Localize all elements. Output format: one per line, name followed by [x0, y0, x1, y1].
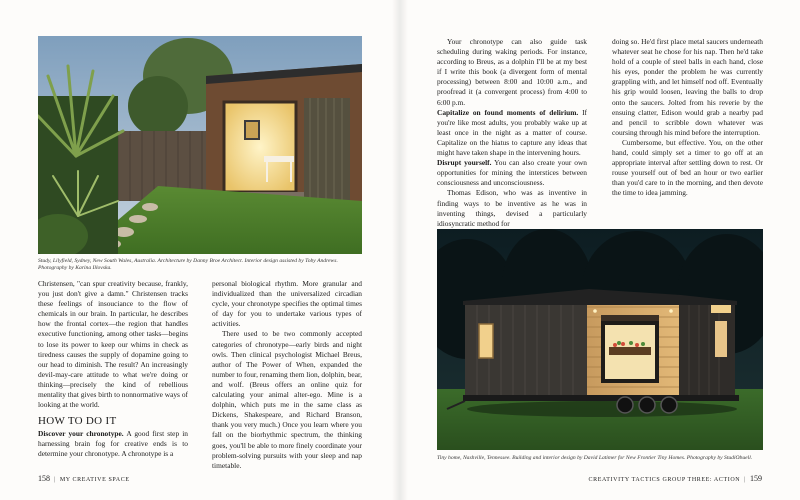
tiny-home-photo — [437, 229, 763, 450]
folio-separator: | — [54, 477, 56, 483]
paragraph: personal biological rhythm. More granular and individualized than the universalized circadian cycle, your chronotype specifies the optimal times of day for you to undertake various types of activities. — [212, 279, 362, 329]
folio-separator: | — [744, 477, 746, 483]
studio-photo-caption: Study, Lilyfield, Sydney, New South Wales, Australia. Architecture by Danny Broe Architect. Interior design assisted by Toby Andrews. Photography by Karina Illovska. — [38, 258, 338, 271]
left-folio — [38, 474, 130, 483]
page-number: 158 — [38, 474, 50, 483]
studio-photo — [38, 36, 362, 254]
lead-in: Disrupt yourself. — [437, 158, 492, 168]
paragraph: There used to be two commonly accepted categories of chronotype—early birds and night owls. Then clinical psychologist Michael Breus, author of The Power of When, expanded the number to four, renaming them lion, dolphin, bear, and wolf. (Breus offers an online quiz for calculating your animal alter-ego. Mine is a dolphin, which puts me in the same class as Dickens, Shakespeare, and Richard Branson, thank you very much.) Once you learn where you fall on the biorhythmic spectrum, the thinking goes, you'll be able to more finely coordinate your problem-solving pursuits with your sleep and nap timetable. — [212, 329, 362, 470]
page-number: 159 — [750, 474, 762, 483]
paragraph: doing so. He'd first place metal saucers underneath whatever seat he chose for his nap. Then he'd take hold of a couple of steel balls in each hand, close his eyes, ponder the problem he was currently grappling with, and let himself nod off. Eventually his grip would loosen, leaving the balls to drop onto the saucers. Jolted from his reverie by the ensuing clatter, Edison would grab a nearby pad and pencil to scribble down whatever was coursing through his mind before the interruption. — [612, 37, 763, 137]
book-gutter — [392, 0, 408, 500]
section-heading: HOW TO DO IT — [38, 415, 117, 428]
left-column-1 — [38, 279, 188, 460]
paragraph-text: If you're like most adults, you probably wake up at least once in the night as a matter of course. Capitalize on the hiatus to capture any ideas that might have taken shape in the intervening hours. — [437, 107, 587, 158]
tiny-home-photo-caption: Tiny home, Nashville, Tennessee. Building and interior design by David Latimer for New Frontier Tiny Homes. Photography by StudiObuell. — [437, 455, 753, 461]
paragraph: Cumbersome, but effective. You, on the other hand, could simply set a timer to go off at an appropriate interval after settling down to rest. Or rouse yourself out of bed an hour or two earlier than you'd care to in the morning, and then devote the time to idea jamming. — [612, 137, 763, 198]
paragraph: Thomas Edison, who was as inventive in finding ways to be inventive as he was in inventing things, devised a particularly idiosyncratic method for — [437, 188, 587, 228]
right-column-1 — [437, 37, 587, 229]
right-column-2 — [612, 37, 763, 199]
paragraph — [38, 429, 188, 459]
paragraph-text: A good first step in harnessing brain fog for creative ends is to determine your chronotype. A chronotype is a — [38, 429, 188, 459]
paragraph: Christensen, "can spur creativity because, frankly, you just don't give a damn." Christensen tracks these feelings of insouciance to the flow of chemicals in our brain. In particular, he describes how the frontal cortex—the region that handles executive functioning, among other tasks—begins to lose its power to keep our whims in check as tiredness causes the supply of dopamine going to our head to diminish. The result? An increasingly devil-may-care attitude to what we're doing or thinking—precisely the kind of rebellious mentality that gives birth to nonnormative ways of looking at the world. — [38, 279, 188, 410]
paragraph-text: You can also create your own opportunities for mining the interstices between consciousness and unconsciousness. — [437, 158, 587, 188]
paragraph: Your chronotype can also guide task scheduling during waking periods. For instance, according to Breus, as a dolphin I'll be at my best if I write this book (a divergent form of mental processing) between 8:00 and 10:00 a.m., and proofread it (a convergent process) from 4:00 to 6:00 p.m. — [437, 37, 587, 107]
running-head: CREATIVITY TACTICS GROUP THREE: ACTION — [588, 477, 741, 483]
running-head: MY CREATIVE SPACE — [59, 477, 130, 483]
lead-in: Discover your chronotype. — [38, 429, 124, 439]
left-column-2 — [212, 279, 362, 471]
lead-in: Capitalize on found moments of delirium. — [437, 107, 579, 117]
right-folio — [589, 474, 762, 483]
paragraph — [437, 158, 587, 188]
paragraph — [437, 108, 587, 158]
